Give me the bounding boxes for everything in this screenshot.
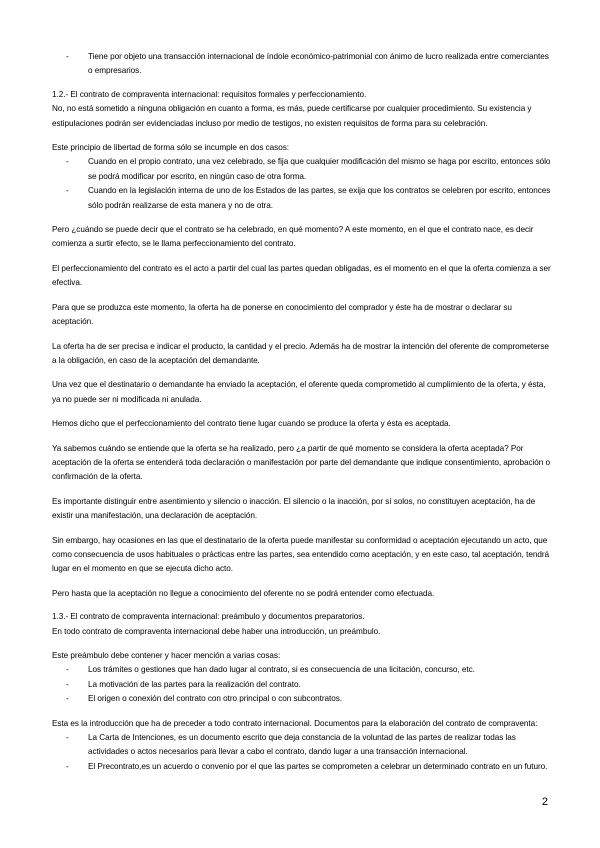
paragraph: Esta es la introducción que ha de preceder a todo contrato internacional. Documentos para la elaboración del contrato de compraventa: [52, 718, 538, 728]
paragraph: Hemos dicho que el perfeccionamiento del contrato tiene lugar cuando se produce la oferta y ésta es aceptada. [52, 419, 451, 429]
paragraph: Ya sabemos cuándo se entiende que la oferta se ha realizado, pero ¿a partir de qué momento se considera la oferta aceptada? Por aceptación de la oferta se entenderá toda declaración o manifestación por parte del demandante que indique consentimiento, aprobación o confirmación de la oferta. [52, 443, 551, 482]
paragraph: Una vez que el destinatario o demandante ha enviado la aceptación, el oferente queda comprometido al cumplimiento de la oferta, y ésta, ya no puede ser ni modificada ni anulada. [52, 380, 546, 404]
paragraph: Este preámbulo debe contener y hacer mención a varias cosas: [52, 651, 281, 660]
paragraph: En todo contrato de compraventa internacional debe haber una introducción, un preámbulo. [52, 626, 381, 636]
list-item: - El origen o conexión del contrato con otro principal o con subcontratos. [52, 692, 552, 706]
paragraph: Para que se produzca este momento, la oferta ha de ponerse en conocimiento del comprador y éste ha de mostrar o declarar su aceptación. [52, 302, 512, 327]
list-item: - Cuando en el propio contrato, una vez celebrado, se fija que cualquier modificación del mismo se haga por escrito, entonces sólo se podrá modificar por escrito, en ningún caso de otra forma. [52, 155, 552, 184]
page-number: 2 [541, 796, 548, 808]
list-item: - La motivación de las partes para la realización del contrato. [52, 678, 552, 692]
paragraph: Sin embargo, hay ocasiones en las que el destinatario de la oferta puede manifestar su conformidad o aceptación ejecutando un acto, que como consecuencia de usos habituales o prácticas entre las partes, sea entendido como aceptación, y en este caso, tal aceptación, tendrá lugar en el momento en que se ejecuta dicho acto. [52, 535, 550, 574]
list-item: - El Precontrato,es un acuerdo o convenio por el que las partes se comprometen a celebrar un determinado contrato en un futuro. [52, 760, 552, 774]
paragraph: Es importante distinguir entre asentimiento y silencio o inacción. El silencio o la inacción, por sí solos, no constituyen aceptación, ha de existir una manifestación, una declaración de aceptación. [52, 496, 536, 521]
paragraph: No, no está sometido a ninguna obligación en cuanto a forma, es más, puede certificarse por cualquier procedimiento. Su existencia y estipulaciones podrán ser evidenciadas incluso por medio de testigos, no existen requisitos de forma para su celebración. [52, 104, 532, 128]
section-heading-1-3: 1.3.- El contrato de compraventa internacional: preámbulo y documentos preparatorios. [52, 612, 365, 622]
paragraph: El perfeccionamiento del contrato es el acto a partir del cual las partes quedan obligadas, es el momento en el que la oferta comienza a ser efectiva. [52, 263, 551, 288]
list-item: - La Carta de Intenciones, es un documento escrito que deja constancia de la voluntad de las partes de realizar todas las actividades o actos necesarios para llevar a cabo el contrato, dando lugar a una transacción internacional. [52, 731, 552, 760]
form-exceptions-list [52, 155, 552, 213]
intro-bullet-list [52, 50, 552, 79]
preamble-items-list [52, 663, 552, 706]
paragraph: Pero ¿cuándo se puede decir que el contrato se ha celebrado, en qué momento? A este momento, en el que el contrato nace, es decir comienza a surtir efecto, se le llama perfeccionamiento del contrato. [52, 225, 534, 249]
section-heading-1-2: 1.2.- El contrato de compraventa internacional: requisitos formales y perfeccionamiento. [52, 89, 367, 99]
list-item: - Los trámites o gestiones que han dado lugar al contrato, si es consecuencia de una licitación, concurso, etc. [52, 663, 552, 677]
list-item: - Cuando en la legislación interna de uno de los Estados de las partes, se exija que los contratos se celebren por escrito, entonces sólo podrán realizarse de esta manera y no de otra. [52, 184, 552, 213]
preparatory-documents-list [52, 731, 552, 774]
paragraph: Pero hasta que la aceptación no llegue a conocimiento del oferente no se podrá entender como efectuada. [52, 588, 435, 598]
list-item: - Tiene por objeto una transacción internacional de índole económico-patrimonial con ánimo de lucro realizada entre comerciantes o empresarios. [52, 50, 552, 79]
paragraph: La oferta ha de ser precisa e indicar el producto, la cantidad y el precio. Además ha de mostrar la intención del oferente de comprometerse a la obligación, en caso de la aceptación del demandante. [52, 341, 549, 365]
paragraph: Este principio de libertad de forma sólo se incumple en dos casos: [52, 143, 289, 153]
page-content [52, 50, 552, 774]
